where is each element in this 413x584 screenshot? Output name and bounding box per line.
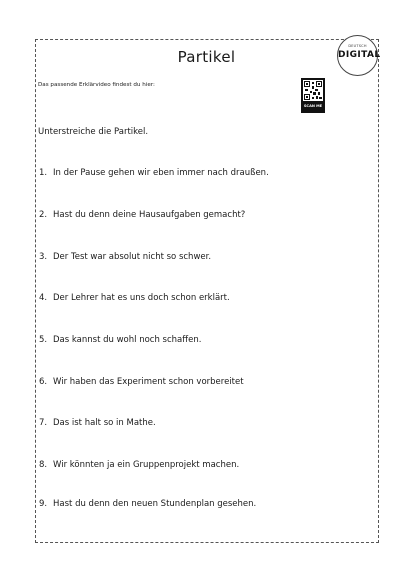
exercise-number: 2. bbox=[39, 210, 48, 220]
exercise-number: 6. bbox=[39, 377, 48, 387]
qr-code[interactable] bbox=[301, 78, 325, 113]
video-hint-text: Das passende Erklärvideo findest du hier: bbox=[38, 82, 155, 88]
exercise-number: 8. bbox=[39, 460, 48, 470]
exercise-item bbox=[39, 418, 156, 428]
exercise-item bbox=[39, 293, 230, 303]
exercise-item bbox=[39, 210, 245, 220]
exercise-item bbox=[39, 499, 256, 509]
exercise-number: 5. bbox=[39, 335, 48, 345]
exercise-number: 7. bbox=[39, 418, 48, 428]
qr-code-icon bbox=[303, 80, 323, 101]
qr-scan-label: SCAN ME bbox=[303, 104, 323, 108]
logo-small-text: DEUTSCH bbox=[348, 44, 367, 48]
page-title: Partikel bbox=[177, 48, 236, 66]
exercise-sentence: Das kannst du wohl noch schaffen. bbox=[53, 335, 202, 345]
exercise-sentence: Hast du denn deine Hausaufgaben gemacht? bbox=[53, 210, 246, 220]
exercise-sentence: In der Pause gehen wir eben immer nach draußen. bbox=[53, 168, 269, 178]
exercise-number: 1. bbox=[39, 168, 48, 178]
exercise-sentence: Der Test war absolut nicht so schwer. bbox=[53, 252, 212, 262]
exercise-item bbox=[39, 377, 244, 387]
exercise-item bbox=[39, 252, 211, 262]
logo-main-text: DIGITAL bbox=[338, 50, 381, 60]
exercise-item bbox=[39, 168, 269, 178]
exercise-sentence: Wir haben das Experiment schon vorbereitet bbox=[53, 377, 244, 387]
deutsch-digital-logo bbox=[337, 35, 381, 76]
exercise-item bbox=[39, 335, 201, 345]
exercise-number: 4. bbox=[39, 293, 48, 303]
exercise-sentence: Das ist halt so in Mathe. bbox=[53, 418, 156, 428]
exercise-item bbox=[39, 460, 239, 470]
exercise-number: 3. bbox=[39, 252, 48, 262]
exercise-sentence: Hast du denn den neuen Stundenplan gesehen. bbox=[53, 499, 257, 509]
exercise-sentence: Wir könnten ja ein Gruppenprojekt machen. bbox=[53, 460, 240, 470]
task-instruction: Unterstreiche die Partikel. bbox=[38, 127, 149, 137]
exercise-number: 9. bbox=[39, 499, 48, 509]
exercise-sentence: Der Lehrer hat es uns doch schon erklärt. bbox=[53, 293, 230, 303]
